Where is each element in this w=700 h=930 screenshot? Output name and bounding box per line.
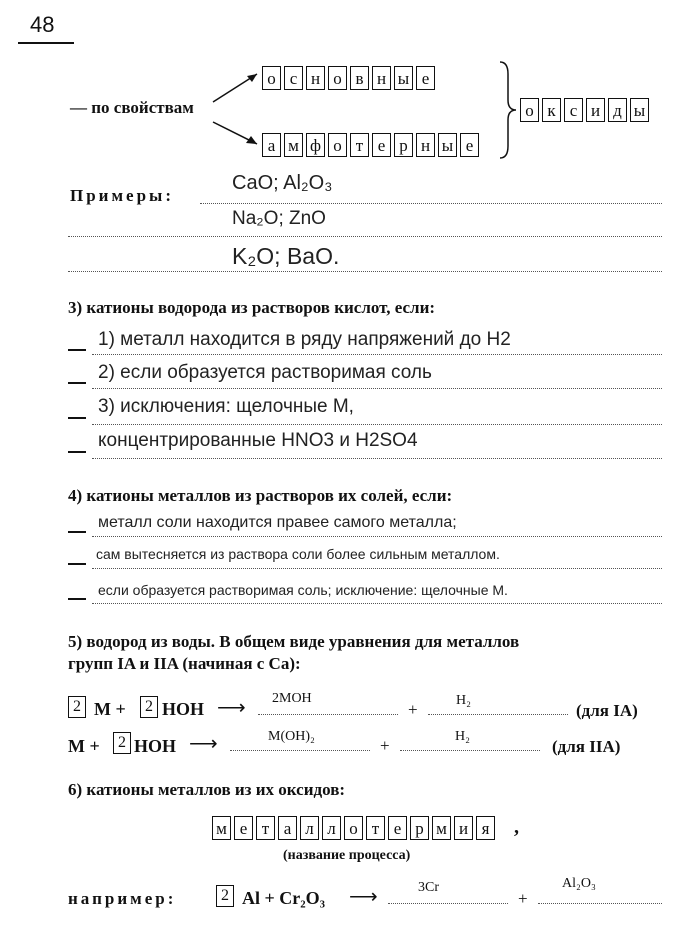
letter-cell: е [372, 133, 391, 157]
reaction-arrow: ⟶ [217, 697, 246, 719]
section5-title-1: 5) водород из воды. В общем виде уравнения для металлов [68, 632, 520, 651]
dash [68, 382, 86, 384]
word-cells-metallothermy [212, 816, 495, 840]
letter-cell: и [586, 98, 605, 122]
letter-cell: к [542, 98, 561, 122]
letter-cell: т [256, 816, 275, 840]
reactants: Al + Cr₂O₃ [242, 888, 326, 908]
rule-line [92, 354, 662, 355]
rule-line [68, 271, 662, 272]
dash [68, 451, 86, 453]
eq2-water: HOH [134, 736, 177, 756]
dash [68, 349, 86, 351]
letter-cell: а [278, 816, 297, 840]
letter-cell: т [366, 816, 385, 840]
section3-line-1: 1) металл находится в ряду напряжений до H2 [98, 329, 511, 350]
properties-label: — по свойствам [70, 98, 194, 117]
rule-line [92, 424, 662, 425]
letter-cell: о [328, 66, 347, 90]
letter-cell: о [520, 98, 539, 122]
metal-product: 3Cr [418, 880, 439, 895]
example-line-3: K₂O; BaO. [232, 243, 340, 269]
section3-line-4: концентрированные HNO3 и H2SO4 [98, 430, 418, 451]
answer-line [230, 750, 370, 751]
reaction-arrow: ⟶ [349, 886, 378, 908]
letter-cell: о [328, 133, 347, 157]
letter-cell: м [212, 816, 231, 840]
letter-cell: е [388, 816, 407, 840]
dash [68, 417, 86, 419]
letter-cell: н [306, 66, 325, 90]
section4-line-1: металл соли находится правее самого металла; [98, 514, 457, 531]
section4-title: 4) катионы металлов из растворов их солей, если: [68, 486, 453, 505]
answer-line [388, 903, 508, 904]
reaction-arrow: ⟶ [189, 733, 218, 755]
answer-line [258, 714, 398, 715]
eq2-product-1: M(OH)₂ [268, 729, 315, 744]
rule-line [92, 603, 662, 604]
letter-cell: е [234, 816, 253, 840]
letter-cell: л [322, 816, 341, 840]
eq2-metal: M + [68, 736, 100, 756]
dash [68, 563, 86, 565]
letter-cell: н [372, 66, 391, 90]
letter-cell: р [410, 816, 429, 840]
letter-cell: и [454, 816, 473, 840]
example-label: например: [68, 889, 177, 908]
letter-cell: л [300, 816, 319, 840]
page-number: 48 [30, 12, 55, 37]
eq1-metal: M + [94, 699, 126, 719]
oxide-product: Al₂O₃ [562, 876, 596, 891]
plus-sign: + [408, 700, 418, 719]
eq1-note: (для IA) [576, 701, 638, 720]
letter-cell: ы [630, 98, 649, 122]
rule-line [92, 568, 662, 569]
section3-line-2: 2) если образуется растворимая соль [98, 362, 432, 383]
answer-line [428, 714, 568, 715]
plus-sign: + [518, 889, 528, 908]
section4-line-3: если образуется растворимая соль; исключение: щелочные М. [98, 582, 508, 598]
letter-cell: о [344, 816, 363, 840]
rule-line [92, 458, 662, 459]
section4-line-2: сам вытесняется из раствора соли более сильным металлом. [96, 546, 500, 562]
letter-cell: м [284, 133, 303, 157]
rule-line [68, 236, 662, 237]
eq1-water: HOH [162, 699, 205, 719]
letter-cell: с [284, 66, 303, 90]
section3-title: 3) катионы водорода из растворов кислот, если: [68, 298, 436, 317]
letter-cell: е [460, 133, 479, 157]
letter-cell: д [608, 98, 627, 122]
coefficient-box: 2 [68, 696, 86, 718]
letter-cell: с [564, 98, 583, 122]
dash [68, 531, 86, 533]
letter-cell: а [262, 133, 281, 157]
letter-cell: м [432, 816, 451, 840]
letter-cell: т [350, 133, 369, 157]
letter-cell: я [476, 816, 495, 840]
branch-arrows [205, 60, 265, 160]
example-line-1: CaO; Al₂O₃ [232, 172, 333, 194]
eq1-product-1: 2MOH [272, 691, 312, 706]
curly-brace [496, 60, 520, 160]
dash [68, 598, 86, 600]
coefficient-box: 2 [216, 885, 234, 907]
letter-cell: ф [306, 133, 325, 157]
answer-line [538, 903, 662, 904]
page-number-underline [18, 42, 74, 44]
letter-cell: в [350, 66, 369, 90]
process-caption: (название процесса) [283, 848, 411, 863]
example-line-2: Na₂O; ZnO [232, 208, 326, 229]
letter-cell: н [416, 133, 435, 157]
plus-sign: + [380, 736, 390, 755]
letter-cell: о [262, 66, 281, 90]
section6-title: 6) катионы металлов из их оксидов: [68, 780, 346, 799]
letter-cell: ы [438, 133, 457, 157]
word-cells-amphoteric [262, 133, 479, 157]
eq1-product-2: H₂ [456, 693, 471, 708]
rule-line [92, 536, 662, 537]
section3-line-3: 3) исключения: щелочные М, [98, 396, 354, 417]
rule-line [200, 203, 662, 204]
comma: , [514, 816, 519, 838]
rule-line [92, 388, 662, 389]
answer-line [400, 750, 540, 751]
coefficient-box: 2 [140, 696, 158, 718]
eq2-product-2: H₂ [455, 729, 470, 744]
letter-cell: е [416, 66, 435, 90]
coefficient-box: 2 [113, 732, 131, 754]
word-cells-oxides [520, 98, 649, 122]
examples-label: Примеры: [70, 186, 174, 205]
word-cells-basic [262, 66, 435, 90]
letter-cell: р [394, 133, 413, 157]
eq2-note: (для IIA) [552, 737, 621, 756]
letter-cell: ы [394, 66, 413, 90]
section5-title-2: групп IA и IIA (начиная с Са): [68, 654, 301, 673]
